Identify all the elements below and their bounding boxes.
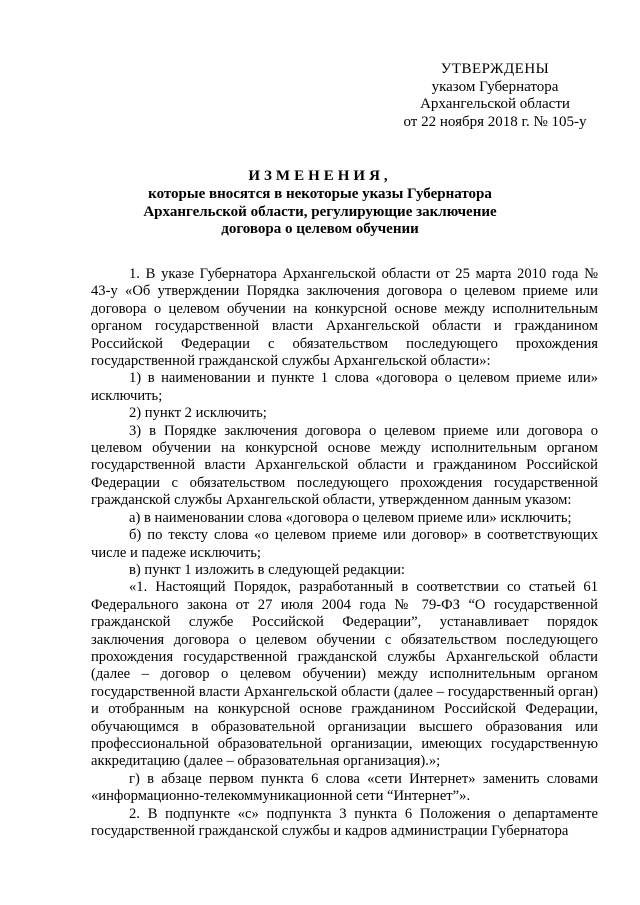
subtitle-line: которые вносятся в некоторые указы Губернатора [148,186,492,202]
approval-title: УТВЕРЖДЕНЫ [440,61,550,77]
paragraph-subitem-3: 3) в Порядке заключения договора о целевом приеме или договора о целевом обучении на конкурсной основе между исполнительным органом государственной власти Архангельской области и гражданином Российской Федерации с обязательством последующего прохождения государственной гражданской службы Архангельской области, утвержденном данным указом: [91,422,598,509]
paragraph-subitem-1: 1) в наименовании и пункте 1 слова «договора о целевом приеме или» исключить; [91,370,598,404]
paragraph-subitem-2: 2) пункт 2 исключить; [129,405,267,422]
document-subtitle [60,186,580,239]
paragraph-item-1: 1. В указе Губернатора Архангельской области от 25 марта 2010 года № 43-у «Об утверждении Порядка заключения договора о целевом приеме или договора о целевом обучении на конкурсной основе между исполнительным органом государственной власти Архангельской области и гражданином Российской Федерации с обязательством последующего прохождения государственной гражданской службы Архангельской области»: [91,266,598,370]
paragraph-quoted-new-text: «1. Настоящий Порядок, разработанный в соответствии со статьей 61 Федерального закона от 27 июля 2004 года № 79-ФЗ “О государственной гражданской службе Российской Федерации”, устанавливает порядок заключения договора о целевом обучении с обязательством последующего прохождения государственной гражданской службы Архангельской области (далее – договор о целевом обучении) между исполнительным органом государственной власти Архангельской области (далее – государственный орган) и отобранным на конкурсной основе гражданином Российской Федерации, обучающимся в образовательной организации высшего образования или профессиональной образовательной организации, имеющих государственную аккредитацию (далее – образовательная организация).»; [91,579,598,770]
paragraph-item-2: 2. В подпункте «с» подпункта 3 пункта 6 Положения о департаменте государственной гражданской службы и кадров администрации Губернатора [91,805,598,839]
approval-line: указом Губернатора [431,78,559,95]
subtitle-line: Архангельской области, регулирующие заключение [143,203,497,220]
document-title: ИЗМЕНЕНИЯ, [248,168,392,184]
approval-date-line: от 22 ноября 2018 г. № 105-у [403,113,587,130]
subtitle-line: договора о целевом обучении [221,221,419,237]
document-body [91,266,598,840]
approval-line: Архангельской области [420,96,570,112]
paragraph-subitem-v: в) пункт 1 изложить в следующей редакции: [129,561,405,578]
approval-stamp [395,61,595,131]
paragraph-subitem-g: г) в абзаце первом пункта 6 слова «сети Интернет» заменить словами «информационно-телекоммуникационной сети “Интернет”». [91,770,598,805]
paragraph-subitem-b: б) по тексту слова «о целевом приеме или договор» в соответствующих числе и падеже исключить; [91,527,598,561]
paragraph-subitem-a: а) в наименовании слова «договора о целевом приеме или» исключить; [129,509,572,526]
